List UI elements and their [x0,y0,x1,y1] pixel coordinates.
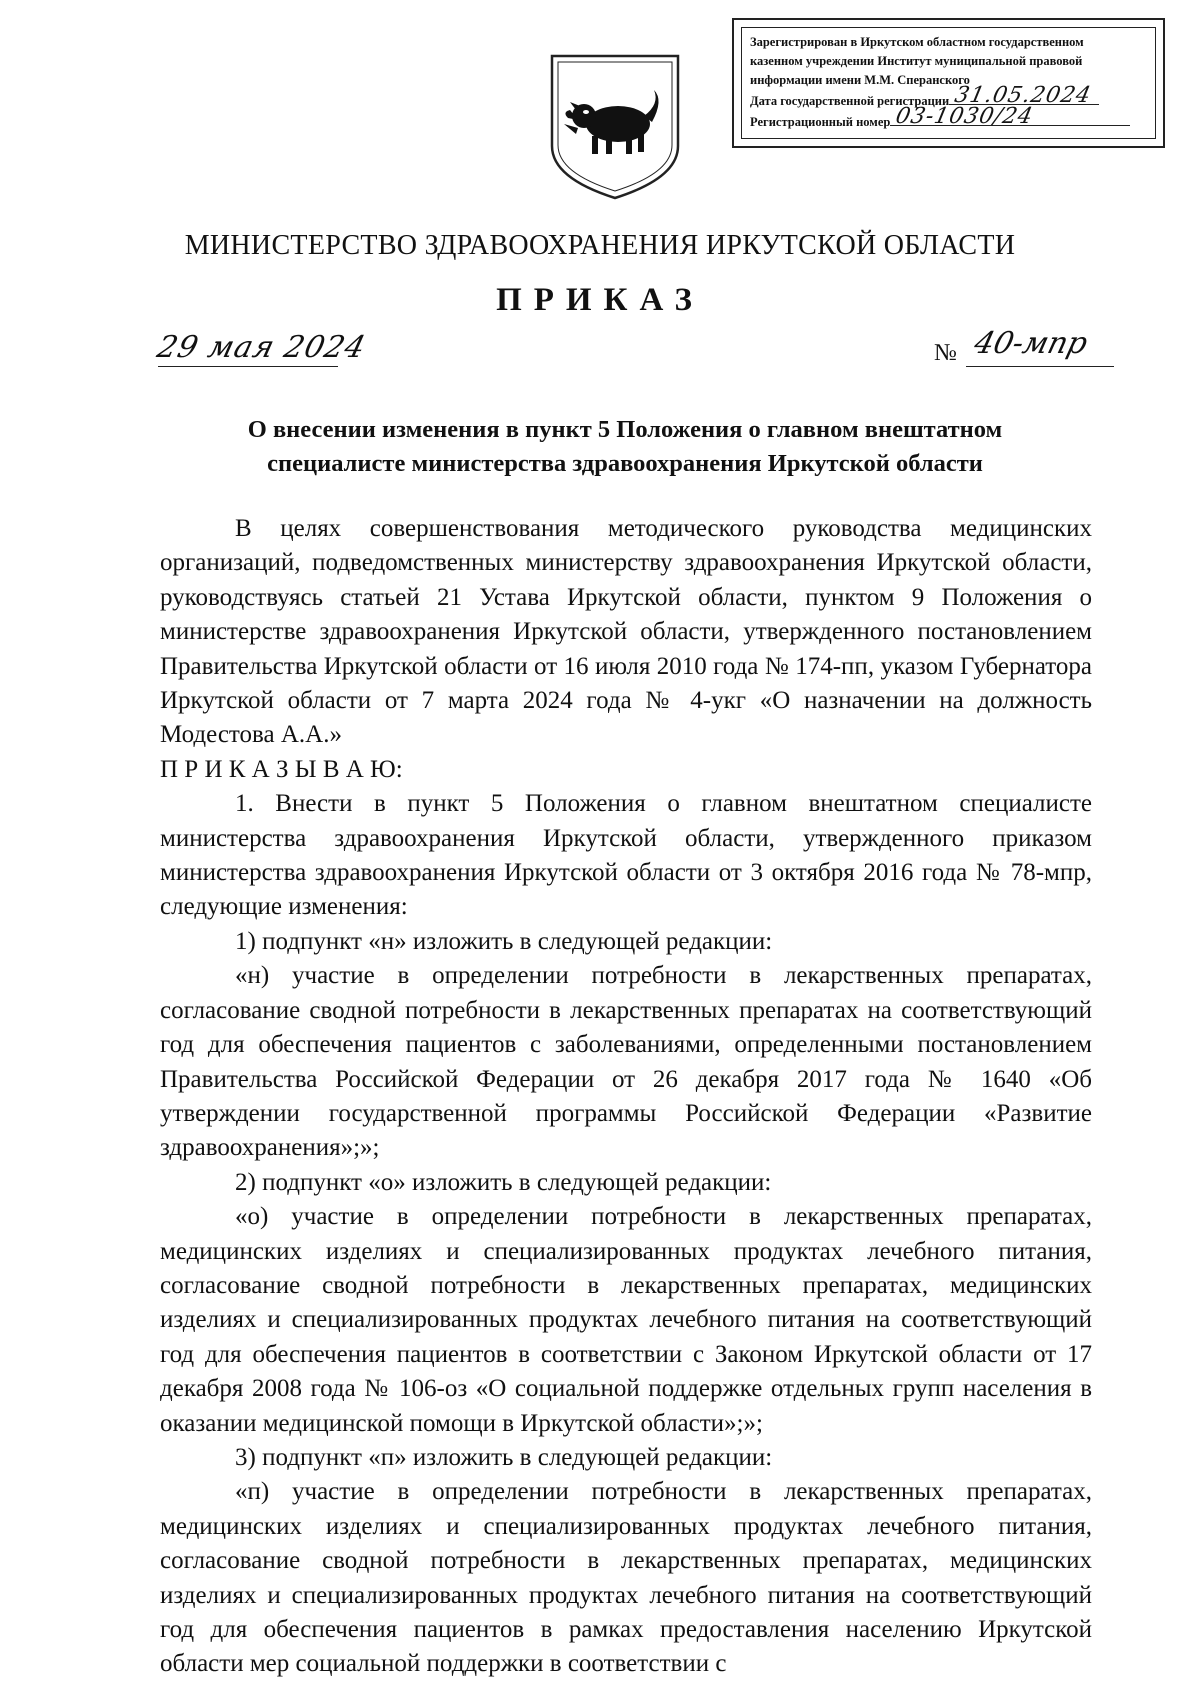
registration-line-1: Зарегистрирован в Иркутском областном государственном [750,35,1084,49]
registration-number-slot [890,104,1130,129]
preamble-paragraph: В целях совершенствования методического руководства медицинских организаций, подведомственных министерству здравоохранения Иркутской области, руководствуясь статьей 21 Устава Иркутской области, пунктом 9 Положения о министерстве здравоохранения Иркутской области, утвержденного постановлением Правительства Иркутской области от 16 июля 2010 года № 174-пп, указом Губернатора Иркутской области от 7 марта 2024 года № 4-укг «О назначении на должность Модестова А.А.» [160,515,1092,749]
subitem-3-title: 3) подпункт «п» изложить в следующей редакции: [235,1443,773,1471]
registration-institute: информации имени М.М. Сперанского [750,73,970,87]
item-1-paragraph: 1. Внести в пункт 5 Положения о главном внештатном специалисте министерства здравоохранения Иркутской области, утвержденного приказом министерства здравоохранения Иркутской области от 3 октября 2016 года № 78-мпр, следующие изменения: [160,790,1092,921]
registration-number-handwritten: 03-1030/24 [893,104,1036,129]
subitem-2-title: 2) подпункт «о» изложить в следующей редакции: [235,1168,772,1196]
order-date-underline [158,366,338,367]
subitem-2-text: «о) участие в определении потребности в лекарственных препаратах, медицинских изделиях и специализированных продуктах лечебного питания, согласование сводной потребности в лекарственных препаратах, медицинских изделиях и специализированных продуктах лечебного питания на соответствующий год для обеспечения пациентов в соответствии с Законом Иркутской области от 17 декабря 2008 года № 106-оз «О социальной поддержке отдельных групп населения в оказании медицинской помощи в Иркутской области»;»; [160,1203,1092,1437]
coat-of-arms-emblem [548,50,682,202]
document-type-title: ПРИКАЗ [496,282,704,318]
number-sign: № [934,340,957,366]
registration-number-row [750,104,1147,132]
registration-date-slot [949,83,1099,108]
order-subject [160,413,1090,481]
subitem-1-title: 1) подпункт «н» изложить в следующей редакции: [235,927,773,955]
order-date-handwritten: 29 мая 2024 [153,330,370,365]
subitem-3-text: «п) участие в определении потребности в лекарственных препаратах, медицинских изделиях и специализированных продуктах лечебного питания, согласование сводной потребности в лекарственных препаратах, медицинских изделиях и специализированных продуктах лечебного питания на соответствующий год для обеспечения пациентов в рамках предоставления населению Иркутской области мер социальной поддержки в соответствии с [160,1478,1092,1678]
order-number-underline [966,366,1114,367]
order-number-handwritten: 40-мпр [970,326,1092,361]
subject-line-2: специалисте министерства здравоохранения Иркутской области [267,450,983,477]
subitem-1-text: «н) участие в определении потребности в лекарственных препаратах, согласование сводной потребности в лекарственных препаратах на соответствующий год для обеспечения пациентов с заболеваниями, определенными постановлением Правительства Российской Федерации от 26 декабря 2017 года № 1640 «Об утверждении государственной программы Российской Федерации «Развитие здравоохранения»;»; [160,962,1092,1162]
subject-line-1: О внесении изменения в пункт 5 Положения о главном внештатном [247,416,1003,443]
registration-number-label: Регистрационный номер [750,115,891,129]
registration-line-2: казенном учреждении Институт муниципальной правовой [750,54,1083,68]
registration-stamp [732,18,1165,148]
order-body [160,512,1092,1682]
registration-date-handwritten: 31.05.2024 [952,83,1094,108]
ministry-name: МИНИСТЕРСТВО ЗДРАВООХРАНЕНИЯ ИРКУТСКОЙ ОБЛАСТИ [184,230,1016,261]
registration-date-label: Дата государственной регистрации [750,94,950,108]
decree-word: П Р И К А З Ы В А Ю: [160,755,403,783]
